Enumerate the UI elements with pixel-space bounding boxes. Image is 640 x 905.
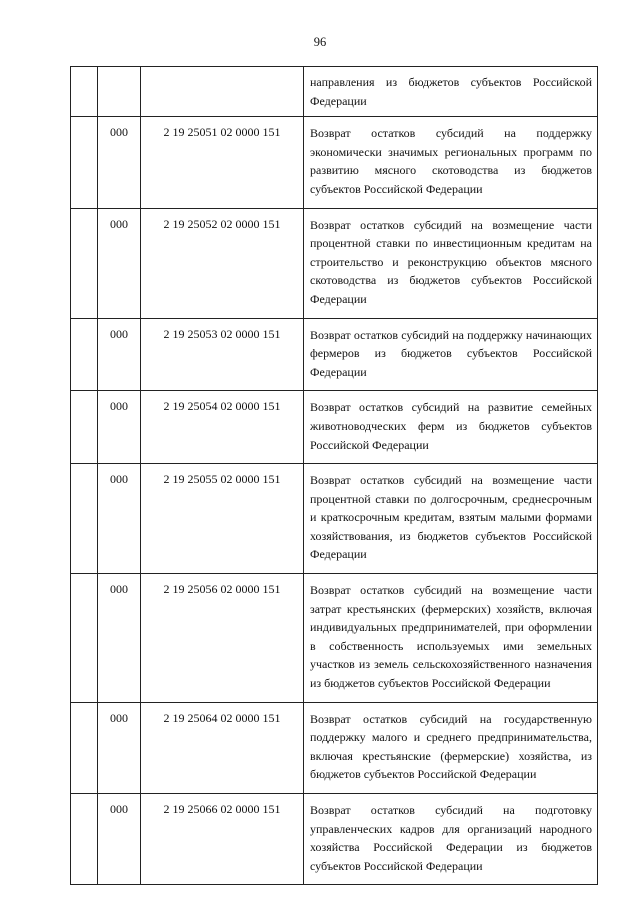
description-cell: Возврат остатков субсидий на подготовку управленческих кадров для организаций народного хозяйства Российской Федерации из бюджетов субъектов Российской Федерации (304, 794, 598, 885)
blank-cell (71, 67, 98, 117)
admin-code-cell: 000 (98, 574, 141, 703)
blank-cell (71, 464, 98, 574)
description-cell: направления из бюджетов субъектов Российской Федерации (304, 67, 598, 117)
budget-code-cell: 2 19 25064 02 0000 151 (141, 702, 304, 793)
table-row (71, 67, 598, 117)
budget-code-cell: 2 19 25054 02 0000 151 (141, 391, 304, 464)
description-cell: Возврат остатков субсидий на возмещение части затрат крестьянских (фермерских) хозяйств, включая индивидуальных предпринимателей, при оформлении в собственность используемых ими земельных участков из земель сельскохозяйственного назначения из бюджетов субъектов Российской Федерации (304, 574, 598, 703)
table-row (71, 318, 598, 391)
admin-code-cell: 000 (98, 318, 141, 391)
budget-code-cell: 2 19 25051 02 0000 151 (141, 117, 304, 208)
description-cell: Возврат остатков субсидий на развитие семейных животноводческих ферм из бюджетов субъектов Российской Федерации (304, 391, 598, 464)
budget-code-cell: 2 19 25052 02 0000 151 (141, 208, 304, 318)
blank-cell (71, 208, 98, 318)
description-cell: Возврат остатков субсидий на поддержку начинающих фермеров из бюджетов субъектов Российской Федерации (304, 318, 598, 391)
admin-code-cell (98, 67, 141, 117)
admin-code-cell: 000 (98, 208, 141, 318)
admin-code-cell: 000 (98, 117, 141, 208)
table-row (71, 794, 598, 885)
description-cell: Возврат остатков субсидий на государственную поддержку малого и среднего предпринимательства, включая крестьянские (фермерские) хозяйства, из бюджетов субъектов Российской Федерации (304, 702, 598, 793)
table-row (71, 574, 598, 703)
budget-code-cell: 2 19 25053 02 0000 151 (141, 318, 304, 391)
description-cell: Возврат остатков субсидий на возмещение части процентной ставки по долгосрочным, среднесрочным и краткосрочным кредитам, взятым малыми формами хозяйствования, из бюджетов субъектов Российской Федерации (304, 464, 598, 574)
table-row (71, 702, 598, 793)
table-row (71, 117, 598, 208)
admin-code-cell: 000 (98, 702, 141, 793)
table-row (71, 464, 598, 574)
description-cell: Возврат остатков субсидий на поддержку экономически значимых региональных программ по развитию мясного скотоводства из бюджетов субъектов Российской Федерации (304, 117, 598, 208)
table-row (71, 208, 598, 318)
blank-cell (71, 574, 98, 703)
blank-cell (71, 117, 98, 208)
admin-code-cell: 000 (98, 464, 141, 574)
budget-code-cell: 2 19 25056 02 0000 151 (141, 574, 304, 703)
blank-cell (71, 318, 98, 391)
budget-codes-table (70, 66, 598, 885)
budget-code-cell: 2 19 25066 02 0000 151 (141, 794, 304, 885)
description-cell: Возврат остатков субсидий на возмещение части процентной ставки по инвестиционным кредитам на строительство и реконструкцию объектов мясного скотоводства из бюджетов субъектов Российской Федерации (304, 208, 598, 318)
budget-code-cell (141, 67, 304, 117)
blank-cell (71, 702, 98, 793)
table-row (71, 391, 598, 464)
page-number: 96 (313, 35, 327, 49)
blank-cell (71, 794, 98, 885)
budget-code-cell: 2 19 25055 02 0000 151 (141, 464, 304, 574)
blank-cell (71, 391, 98, 464)
admin-code-cell: 000 (98, 391, 141, 464)
admin-code-cell: 000 (98, 794, 141, 885)
